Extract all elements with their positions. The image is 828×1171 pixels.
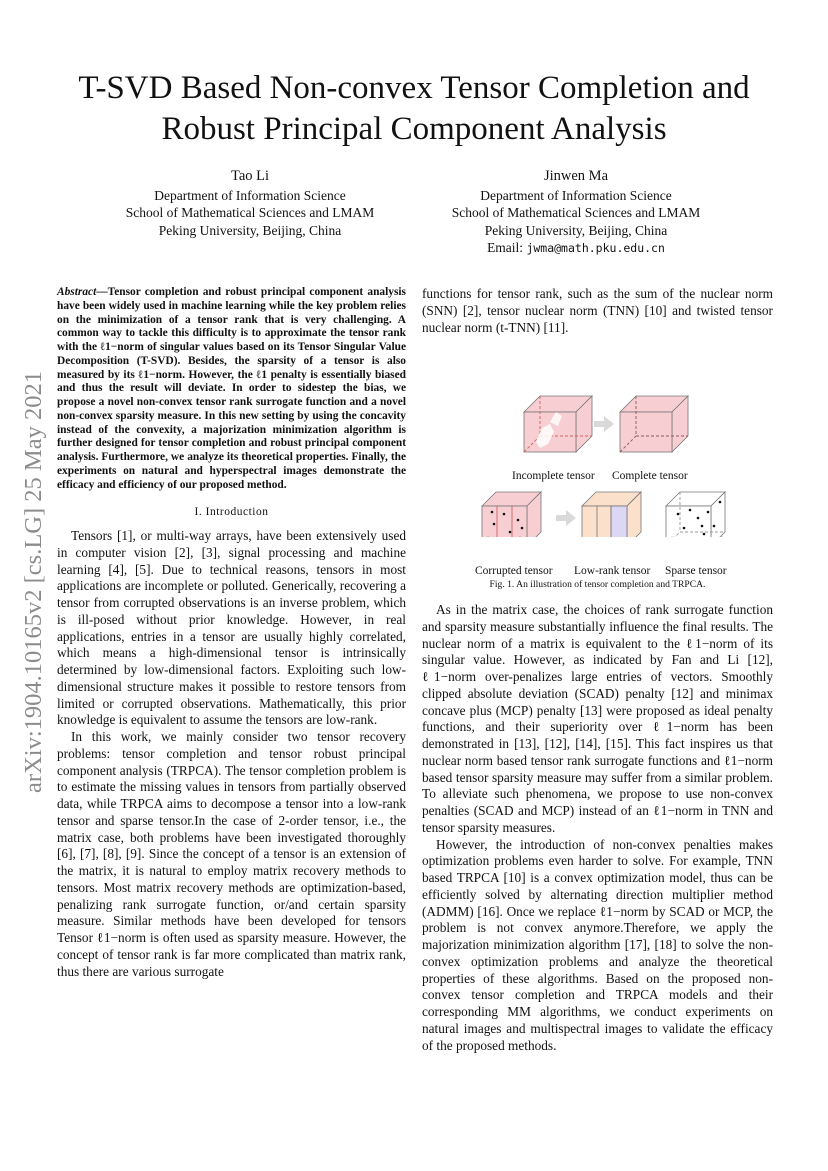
figure-caption: Fig. 1. An illustration of tensor completion and TRPCA. xyxy=(489,579,706,591)
author-affiliation: Department of Information Science xyxy=(154,187,346,203)
label-complete-tensor: Complete tensor xyxy=(612,470,688,483)
abstract-lead: Abstract xyxy=(57,286,97,298)
paragraph: Tensors [1], or multi-way arrays, have been extensively used in computer vision [2], [3], signal processing and machine learning [4], [5]. Due to technical reasons, tensors in most applications are incomplete or polluted. Generically, recovering a tensor from corrupted observations is an inverse problem, which is ill-posed without prior knowledge. However, in real applications, entries in a tensor are usually highly correlated, which means a high-dimensional tensor is intrinsically determined by low-dimensional factors. Exploiting such low-dimensional structure makes it possible to restore tensors from limited or corrupted observations. Mathematically, this prior knowledge is equivalent to assume the tensors are low-rank. xyxy=(57,528,406,728)
decomposition-arrow xyxy=(556,510,576,526)
sparse-dot xyxy=(701,525,704,528)
noise-dot xyxy=(491,511,494,514)
author-name: Tao Li xyxy=(230,168,270,184)
label-low-rank-tensor: Low-rank tensor xyxy=(574,565,651,578)
abstract-text: —Tensor completion and robust principal component analysis have been widely used in machine learning while the key problem relies on the minimization of a tensor rank that is very challenging. A common way to tackle this difficulty is to approximate the tensor rank with the ℓ1−norm of singular values based on its Tensor Singular Value Decomposition (T-SVD). Besides, the sparsity of a tensor is also measured by its ℓ1−norm. However, the ℓ1 penalty is essentially biased and thus the result will deviate. In order to sidestep the bias, we propose a novel non-convex tensor rank surrogate function and a novel non-convex sparsity measure. In this new setting by using the concavity instead of the convexity, a majorization minimization algorithm is further designed for tensor completion and robust principal component analysis. Furthermore, we analyze its theoretical properties. Finally, the experiments on natural and hyperspectral images demonstrate the efficacy and efficiency of our proposed method. xyxy=(57,286,406,491)
author-affiliation: School of Mathematical Sciences and LMAM xyxy=(451,205,701,221)
email-label: Email: xyxy=(487,240,524,256)
abstract xyxy=(57,286,406,492)
sparse-dot xyxy=(697,517,700,520)
author-name: Jinwen Ma xyxy=(543,168,609,184)
left-column xyxy=(57,286,406,980)
corrupted-cube-front xyxy=(482,506,527,537)
author-block-1 xyxy=(100,168,400,239)
sparse-dot xyxy=(689,509,692,512)
author-affiliation: Department of Information Science xyxy=(480,187,672,203)
noise-dot xyxy=(493,523,496,526)
sparse-dot xyxy=(677,513,680,516)
noise-dot xyxy=(509,531,512,534)
author-email-line xyxy=(426,239,726,258)
figure-1 xyxy=(422,342,773,578)
low-rank-slice xyxy=(611,506,627,537)
label-sparse-tensor: Sparse tensor xyxy=(665,565,727,578)
author-block-2 xyxy=(426,168,726,258)
paragraph: In this work, we mainly consider two tensor recovery problems: tensor completion and tensor robust principal component analysis (TRPCA). The tensor completion problem is to estimate the missing values in tensors from partially observed data, while TRPCA aims to decompose a tensor into a low-rank tensor and sparse tensor.In the case of 2-order tensor, i.e., the matrix case, both problems have been investigated thoroughly [6], [7], [8], [9]. Since the concept of a tensor is an extension of the matrix, it is natural to employ matrix recovery methods to tensors. Most matrix recovery methods are optimization-based, penalizing rank surrogate function, or/and certain sparsity measure. Similar methods have been developed for tensors Tensor ℓ1−norm is often used as sparsity measure. However, the concept of tensor rank is far more complicated than matrix rank, thus there are various surrogate xyxy=(57,729,406,979)
paragraph: However, the introduction of non-convex penalties makes optimization problems even harder to solve. For example, TNN based TRPCA [10] is a convex optimization model, thus can be efficiently solved by alternating direction multiplier method (ADMM) [16]. Once we replace ℓ1−norm by SCAD or MCP, the problem is not convex anymore.Therefore, we apply the majorization minimization algorithm [17], [18] to solve the non-convex optimization problems and analyze the theoretical properties of these algorithms. Based on the proposed non-convex tensor completion and TRPCA models and their corresponding MM algorithms, we conduct experiments on natural images and multispectral images to validate the efficacy of the proposed methods. xyxy=(422,836,773,1053)
sparse-dot xyxy=(683,527,686,530)
sparse-dot xyxy=(719,501,722,504)
author-affiliation: Peking University, Beijing, China xyxy=(484,222,668,238)
complete-cube-front xyxy=(620,412,672,452)
noise-dot xyxy=(517,519,520,522)
completion-arrow xyxy=(594,416,614,432)
author-affiliation: School of Mathematical Sciences and LMAM xyxy=(125,205,375,221)
sparse-dot xyxy=(713,525,716,528)
paper-title: T-SVD Based Non-convex Tensor Completion and Robust Principal Component Analysis xyxy=(78,70,750,147)
tensor-illustration xyxy=(422,342,773,537)
paragraph: functions for tensor rank, such as the sum of the nuclear norm (SNN) [2], tensor nuclear norm (TNN) [10] and twisted tensor nuclear norm (t-TNN) [11]. xyxy=(422,286,773,335)
arxiv-identifier[interactable]: arXiv:1904.10165v2 [cs.LG] 25 May 2021 xyxy=(20,371,47,793)
label-incomplete-tensor: Incomplete tensor xyxy=(512,470,595,483)
right-column xyxy=(422,286,773,1054)
noise-dot xyxy=(521,527,524,530)
sparse-dot xyxy=(707,511,710,514)
noise-dot xyxy=(503,513,506,516)
author-affiliation: Peking University, Beijing, China xyxy=(158,222,342,238)
sparse-cube-front xyxy=(666,506,711,537)
paragraph: As in the matrix case, the choices of rank surrogate function and sparsity measure substantially influence the final results. The nuclear norm of a matrix is equivalent to the ℓ1−norm of its singular value. However, as indicated by Fan and Li [12], ℓ1−norm over-penalizes large entries of vectors. Smoothly clipped absolute deviation (SCAD) penalty [12] and minimax concave plus (MCP) penalty [13] were proposed as ideal penalty functions, and their superiority over ℓ1−norm has been demonstrated in [13], [12], [14], [15]. This fact inspires us that nuclear norm based tensor rank surrogate functions and ℓ1−norm based tensor sparsity measure may suffer from a similar problem. To alleviate such phenomena, we propose to use non-convex penalties (SCAD and MCP) instead of an ℓ1−norm in TNN and tensor sparsity measures. xyxy=(422,602,773,835)
sparse-dot xyxy=(703,533,706,536)
email-link[interactable]: jwma@math.pku.edu.cn xyxy=(526,241,665,256)
section-heading: I. Introduction xyxy=(194,506,269,519)
label-corrupted-tensor: Corrupted tensor xyxy=(475,565,553,578)
